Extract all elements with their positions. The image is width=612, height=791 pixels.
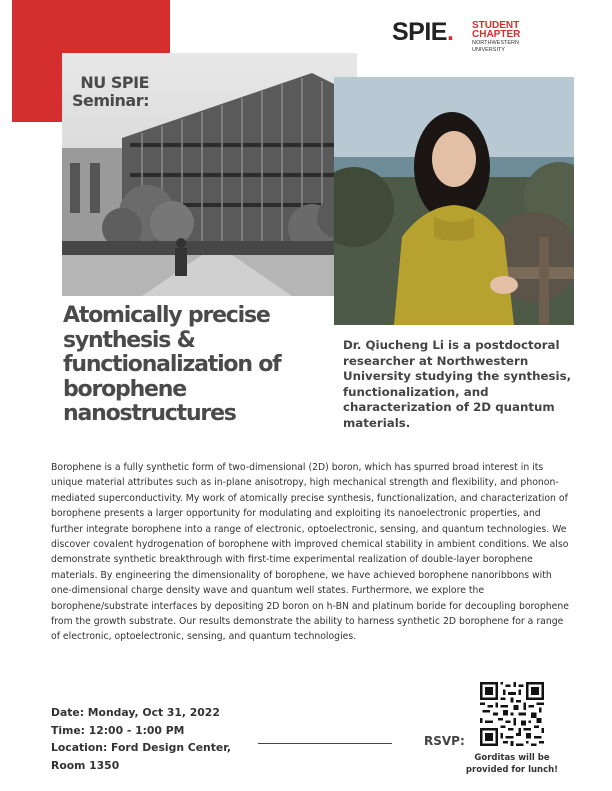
event-time: Time: 12:00 - 1:00 PM [51,723,185,737]
logo-brand-text: SPIE [392,18,447,46]
rsvp-label: RSVP: [424,734,465,748]
rsvp-qr-code[interactable] [480,682,544,746]
spie-student-chapter-logo [392,18,538,60]
talk-title: Atomically precise synthesis & functionalization of borophene nanostructures [63,303,281,426]
lunch-note-line-2: provided for lunch! [465,765,559,775]
event-date: Date: Monday, Oct 31, 2022 [51,706,220,719]
divider-line [258,743,392,744]
seminar-line-1: NU SPIE [80,73,149,92]
talk-abstract: Borophene is a fully synthetic form of two-dimensional (2D) boron, which has spurred broad interest in its unique material attributes such as in-plane anisotropy, high mechanical strength and flexibility, and phonon-mediated superconductivity. My work of atomically precise synthesis, functionalization, and characterization of borophene presents a larger opportunity for modulating and exploiting its nanoelectronic properties, and further integrate borophene into a range of electronic, optoelectronic, sensing, and quantum technologies. We discover covalent hydrogenation of borophene with improved chemical stability in ambient conditions. We also demonstrate synthetic breakthrough with first-time experimental realization of double-layer borophene materials. By engineering the dimensionality of borophene, we have achieved borophene nanoribbons with one-dimensional charge density wave and quantum well states. Furthermore, we explore the borophene/substrate interfaces by depositing 2D boron on h-BN and platinum boride for decoupling borophene from the growth substrate. Our results demonstrate the ability to harness synthetic 2D borophene for a range of electronic, optoelectronic, sensing, and quantum technologies. [51,462,569,643]
seminar-label [55,74,149,110]
lunch-note [462,752,562,776]
logo-chapter-text: CHAPTER [472,29,521,40]
event-details [51,704,231,774]
logo-northwestern-text: NORTHWESTERN [472,40,519,46]
logo-student-text: STUDENT [472,20,520,31]
logo-dot: . [446,18,454,46]
logo-university-text: UNIVERSITY [472,47,506,53]
event-location: Location: Ford Design Center, [51,741,232,754]
logo-brand [392,18,453,47]
logo-subtitle [472,21,520,53]
speaker-bio: Dr. Qiucheng Li is a postdoctoral researcher at Northwestern University studying the synthesis, functionalization, and characterization of 2D quantum materials. [343,338,572,430]
speaker-photo [334,77,574,325]
event-room: Room 1350 [51,758,120,772]
seminar-line-2: Seminar: [71,91,149,110]
lunch-note-line-1: Gorditas will be [474,753,550,763]
